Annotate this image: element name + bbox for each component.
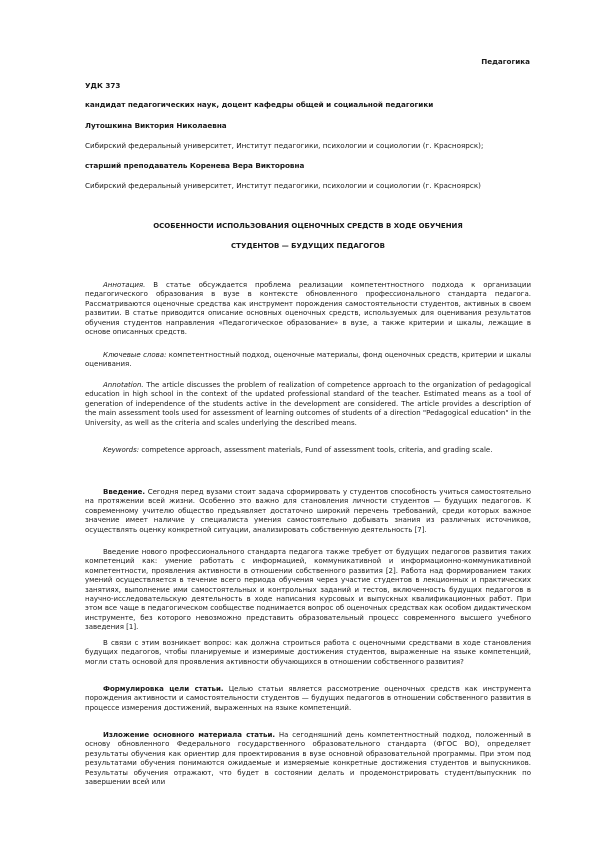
keywords-en [85,446,531,455]
goal-text: Целью статьи является рассмотрение оценочных средств как инструмента порождения активности и самостоятельности студентов — будущих педагогов в отношении собственного развития в процессе измерения достижений, выраженных на языке компетенций. [85,685,531,712]
article-title-line1: ОСОБЕННОСТИ ИСПОЛЬЗОВАНИЯ ОЦЕНОЧНЫХ СРЕДСТВ В ХОДЕ ОБУЧЕНИЯ [153,222,463,230]
section-header: Педагогика [481,57,530,66]
main-text: На сегодняшний день компетентностный подход, положенный в основу обновленного Федерального государственного образовательного стандарта (ФГОС ВО), определяет результаты обучения как ориентир для проектирования в вузе основной образовательной программы. При этом под результатами обучения понимаются ожидаемые и измеряемые конкретные достижения студентов и выпускников. Результаты обучения отражают, что будет в состоянии делать и продемонстрировать студент/выпускник по завершении всей или [85,731,531,787]
intro-paragraph [85,488,531,535]
author2-title: старший преподаватель Коренева Вера Викторовна [85,161,305,170]
keywords-ru-label: Ключевые слова: [103,351,167,359]
keywords-en-text: competence approach, assessment materials, Fund of assessment tools, criteria, and grading scale. [139,446,493,454]
keywords-ru-text: компетентностный подход, оценочные материалы, фонд оценочных средств, критерии и шкалы оценивания. [85,351,531,369]
paragraph-question: В связи с этим возникает вопрос: как должна строиться работа с оценочными средствами в ходе становления будущих педагогов, чтобы планируемые и измеримые достижения студентов, выраженные на языке компетенций, могли стать основой для проявления активности обучающихся в отношении собственного развития? [85,639,531,666]
goal-label: Формулировка цели статьи. [103,685,224,693]
abstract-ru-label: Аннотация. [103,281,146,289]
keywords-ru [85,351,531,370]
article-title-line2: СТУДЕНТОВ — БУДУЩИХ ПЕДАГОГОВ [231,242,385,250]
abstract-en-label: Annotation. [103,381,144,389]
author2-affiliation: Сибирский федеральный университет, Институт педагогики, психологии и социологии (г. Красноярск) [85,181,481,190]
author1-affiliation: Сибирский федеральный университет, Институт педагогики, психологии и социологии (г. Красноярск); [85,141,484,150]
paragraph-standard: Введение нового профессионального стандарта педагога также требует от будущих педагогов развития таких компетенций как: умение работать с информацией, коммуникативной и информационно-коммуникативной компетентности, проявления активности в отношении собственного развития [2]. Работа над формированием таких умений осуществляется в течение всего периода обучения через участие студентов в лекционных и практических занятиях, выполнение ими самостоятельных и контрольных заданий и тестов, включенность будущих педагогов в научно-исследовательскую деятельность в ходе написания курсовых и выпускных квалификационных работ. При этом все чаще в педагогическом сообществе поднимается вопрос об оценочных средствах как особом дидактическом инструменте, без которого невозможно представить образовательный процесс современного высшего учебного заведения [1]. [85,548,531,632]
abstract-en-text: The article discusses the problem of realization of competence approach to the organization of pedagogical education in high school in the context of the updated professional standard of the teacher. Estimated means as a tool of generation of independence of the students active in the development are considered. The article provides a description of the main assessment tools used for assessment of learning outcomes of students of a direction "Pedagogical education" in the University, as well as the criteria and scales underlying the described means. [85,381,531,427]
main-label: Изложение основного материала статьи. [103,731,276,739]
keywords-en-label: Keywords: [103,446,140,454]
abstract-ru [85,281,531,337]
intro-text: Сегодня перед вузами стоит задача сформировать у студентов способность учиться самостоятельно на протяжении всей жизни. Особенно это важно для становления личности студентов — будущих педагогов. К современному учителю общество предъявляет достаточно широкий перечень требований, среди которых важное значение имеет наличие у специалиста умения самостоятельно добывать знания из различных источников, осуществлять оценку конкретной ситуации, анализировать собственную деятельность [7]. [85,488,531,534]
main-paragraph [85,731,531,787]
goal-paragraph [85,685,531,713]
intro-label: Введение. [103,488,146,496]
author1-title: кандидат педагогических наук, доцент кафедры общей и социальной педагогики [85,100,434,109]
abstract-en [85,381,531,428]
udk-code: УДК 373 [85,81,121,90]
abstract-ru-text: В статье обсуждается проблема реализации компетентностного подхода к организации педагогического образования в вузе в контексте обновленного профессионального стандарта педагога. Рассматриваются оценочные средства как инструмент порождения самостоятельности студентов, активных в своем развитии. В статье приводится описание основных оценочных средств, используемых для оценивания результатов обучения студентов направления «Педагогическое образование» в вузе, а также критерии и шкалы, лежащие в основе описанных средств. [85,281,531,337]
author1-name: Лутошкина Виктория Николаевна [85,121,227,130]
